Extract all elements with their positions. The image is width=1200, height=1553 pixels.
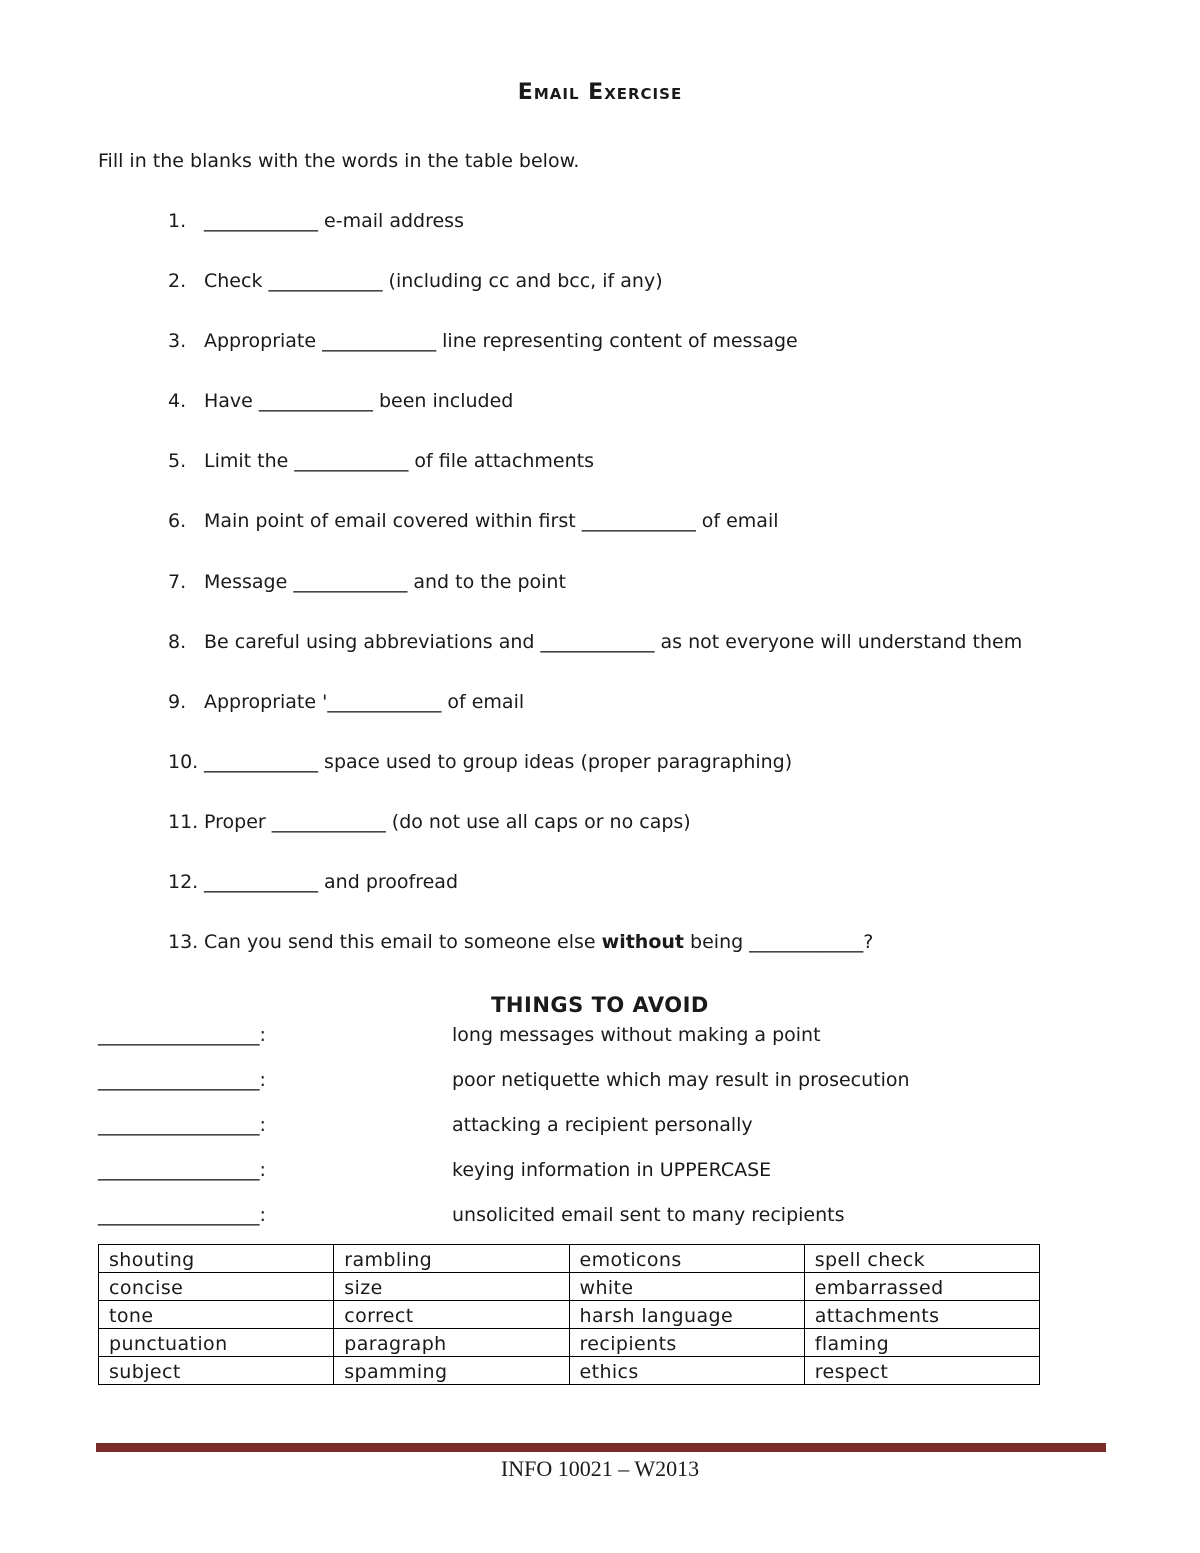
question-number: 12. — [168, 871, 199, 894]
question-text-emphasis: without — [601, 931, 684, 954]
question-text: Appropriate '____________ of email — [204, 690, 525, 713]
question-item — [168, 571, 1022, 631]
question-text: Have ____________ been included — [204, 390, 514, 413]
table-cell: paragraph — [334, 1329, 569, 1357]
avoid-item — [98, 1114, 910, 1159]
avoid-item — [98, 1069, 910, 1114]
question-number: 8. — [168, 630, 187, 653]
things-to-avoid-list — [98, 1024, 910, 1249]
question-text: Limit the ____________ of file attachments — [204, 450, 594, 473]
table-row — [99, 1357, 1040, 1385]
table-cell: concise — [99, 1273, 334, 1301]
question-number: 13. — [168, 931, 199, 954]
table-cell: punctuation — [99, 1329, 334, 1357]
table-cell: spamming — [334, 1357, 569, 1385]
table-cell: respect — [804, 1357, 1039, 1385]
question-item — [168, 270, 1022, 330]
question-item — [168, 691, 1022, 751]
table-cell: flaming — [804, 1329, 1039, 1357]
table-cell: embarrassed — [804, 1273, 1039, 1301]
footer-course-code: INFO 10021 – W2013 — [500, 1456, 700, 1481]
question-item — [168, 330, 1022, 390]
table-cell: spell check — [804, 1245, 1039, 1273]
avoid-blank: _________________: — [98, 1204, 266, 1226]
table-cell: rambling — [334, 1245, 569, 1273]
question-text: Message ____________ and to the point — [204, 570, 566, 593]
table-cell: ethics — [569, 1357, 804, 1385]
avoid-description: keying information in UPPERCASE — [452, 1159, 772, 1181]
question-text-after: being ____________? — [684, 931, 874, 954]
question-item — [168, 931, 1022, 991]
table-cell: emoticons — [569, 1245, 804, 1273]
avoid-blank: _________________: — [98, 1024, 266, 1046]
table-cell: correct — [334, 1301, 569, 1329]
table-row — [99, 1329, 1040, 1357]
question-number: 2. — [168, 270, 187, 293]
question-number: 7. — [168, 570, 187, 593]
question-item — [168, 811, 1022, 871]
word-bank-table — [98, 1244, 1040, 1385]
things-to-avoid-heading: THINGS TO AVOID — [491, 993, 709, 1017]
question-text: Be careful using abbreviations and ____________ as not everyone will understand them — [204, 630, 1023, 653]
avoid-blank: _________________: — [98, 1159, 266, 1181]
question-number: 4. — [168, 390, 187, 413]
table-cell: recipients — [569, 1329, 804, 1357]
table-cell: shouting — [99, 1245, 334, 1273]
question-text — [204, 931, 873, 991]
instructions: Fill in the blanks with the words in the table below. — [98, 150, 580, 172]
avoid-blank: _________________: — [98, 1114, 266, 1136]
footer-divider — [96, 1443, 1106, 1452]
question-text: Check ____________ (including cc and bcc, if any) — [204, 270, 663, 293]
avoid-description: long messages without making a point — [452, 1024, 821, 1046]
question-number: 3. — [168, 330, 187, 353]
question-text: ____________ and proofread — [204, 871, 459, 894]
question-text: ____________ e-mail address — [204, 210, 464, 232]
question-text-before: Can you send this email to someone else — [204, 931, 602, 954]
question-text: Proper ____________ (do not use all caps or no caps) — [204, 810, 691, 833]
question-item — [168, 510, 1022, 570]
avoid-item — [98, 1204, 910, 1249]
table-cell: size — [334, 1273, 569, 1301]
question-text: ____________ space used to group ideas (proper paragraphing) — [204, 750, 793, 773]
question-text: Appropriate ____________ line representing content of message — [204, 330, 798, 353]
question-number: 5. — [168, 450, 187, 473]
question-item — [168, 751, 1022, 811]
question-item — [168, 390, 1022, 450]
question-number: 1. — [168, 210, 187, 232]
avoid-description: attacking a recipient personally — [452, 1114, 753, 1136]
avoid-item — [98, 1159, 910, 1204]
question-number: 11. — [168, 810, 199, 833]
question-list — [168, 210, 1022, 991]
question-item — [168, 450, 1022, 510]
question-item — [168, 210, 1022, 270]
table-cell: white — [569, 1273, 804, 1301]
table-row — [99, 1301, 1040, 1329]
avoid-description: poor netiquette which may result in prosecution — [452, 1069, 910, 1091]
avoid-blank: _________________: — [98, 1069, 266, 1091]
question-number: 6. — [168, 510, 187, 533]
question-number: 10. — [168, 750, 199, 773]
question-item — [168, 631, 1022, 691]
question-number: 9. — [168, 690, 187, 713]
question-text: Main point of email covered within first ____________ of email — [204, 510, 779, 533]
table-cell: subject — [99, 1357, 334, 1385]
table-row — [99, 1273, 1040, 1301]
question-item — [168, 871, 1022, 931]
table-row — [99, 1245, 1040, 1273]
table-cell: tone — [99, 1301, 334, 1329]
page-title: Email Exercise — [517, 80, 683, 105]
table-cell: harsh language — [569, 1301, 804, 1329]
table-cell: attachments — [804, 1301, 1039, 1329]
avoid-item — [98, 1024, 910, 1069]
avoid-description: unsolicited email sent to many recipients — [452, 1204, 845, 1226]
